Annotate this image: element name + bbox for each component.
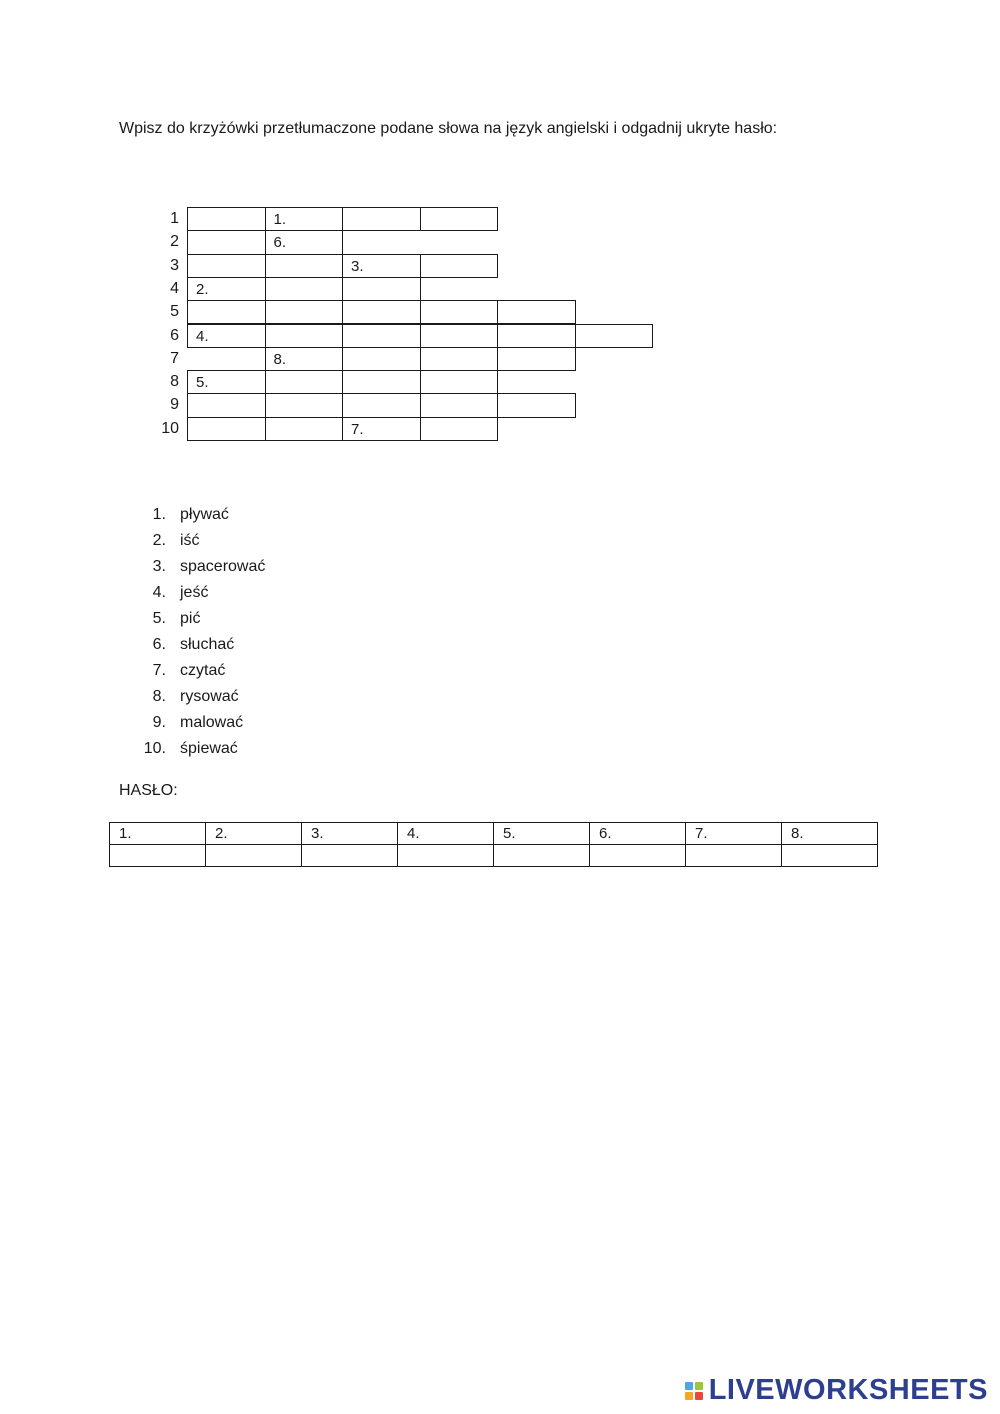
cell-marker: 5. xyxy=(196,374,209,392)
clue-item xyxy=(140,554,265,580)
row-number: 5 xyxy=(170,303,179,321)
crossword-cell[interactable] xyxy=(265,254,344,278)
crossword-cell[interactable] xyxy=(187,300,266,324)
crossword-cell[interactable] xyxy=(342,277,421,301)
crossword-cell[interactable] xyxy=(342,300,421,324)
clue-word: słuchać xyxy=(180,636,235,653)
logo-text: LIVEWORKSHEETS xyxy=(708,1374,988,1406)
haslo-answer-cell[interactable] xyxy=(398,845,494,867)
crossword-cell[interactable] xyxy=(497,393,576,417)
cell-marker: 3. xyxy=(351,257,364,275)
haslo-answer-cell[interactable] xyxy=(302,845,398,867)
crossword-grid xyxy=(0,0,1000,460)
clue-item xyxy=(140,606,265,632)
clue-item xyxy=(140,710,265,736)
clue-word: iść xyxy=(180,532,200,549)
cell-marker: 6. xyxy=(273,234,287,252)
clue-item xyxy=(140,736,265,762)
crossword-cell[interactable] xyxy=(420,347,499,371)
row-number: 2 xyxy=(170,233,179,251)
clue-word: pić xyxy=(180,610,201,627)
haslo-header-cell: 2. xyxy=(206,823,302,845)
crossword-cell[interactable] xyxy=(420,393,499,417)
haslo-answer-cell[interactable] xyxy=(590,845,686,867)
haslo-label: HASŁO: xyxy=(119,782,178,799)
row-number: 9 xyxy=(170,396,179,414)
crossword-cell[interactable] xyxy=(187,207,266,231)
crossword-cell[interactable] xyxy=(420,417,499,441)
logo-square xyxy=(695,1382,703,1390)
crossword-cell[interactable] xyxy=(342,324,421,348)
crossword-cell[interactable] xyxy=(265,417,344,441)
crossword-cell[interactable] xyxy=(420,254,499,278)
clue-item xyxy=(140,528,265,554)
crossword-cell[interactable] xyxy=(342,347,421,371)
clue-number: 1. xyxy=(152,506,166,523)
cell-marker: 8. xyxy=(273,350,287,368)
crossword-cell[interactable] xyxy=(265,230,344,254)
haslo-answer-cell[interactable] xyxy=(110,845,206,867)
crossword-cell[interactable] xyxy=(265,370,344,394)
logo-square xyxy=(685,1392,693,1400)
crossword-cell[interactable] xyxy=(342,207,421,231)
crossword-cell[interactable] xyxy=(420,207,499,231)
clue-number: 9. xyxy=(152,714,166,731)
crossword-cell[interactable] xyxy=(420,324,499,348)
row-number: 6 xyxy=(170,326,179,344)
crossword-cell[interactable] xyxy=(342,393,421,417)
crossword-cell[interactable] xyxy=(265,207,344,231)
liveworksheets-logo xyxy=(685,1374,988,1407)
crossword-cell[interactable] xyxy=(497,300,576,324)
crossword-cell[interactable] xyxy=(265,347,344,371)
clue-number: 4. xyxy=(152,584,166,601)
logo-square xyxy=(695,1392,703,1400)
clue-number: 5. xyxy=(152,610,166,627)
crossword-cell[interactable] xyxy=(187,230,266,254)
crossword-cell[interactable] xyxy=(265,300,344,324)
clue-word: czytać xyxy=(180,662,226,679)
clue-item xyxy=(140,580,265,606)
crossword-cell[interactable] xyxy=(187,417,266,441)
haslo-answer-cell[interactable] xyxy=(206,845,302,867)
haslo-header-cell: 8. xyxy=(782,823,878,845)
cell-marker: 7. xyxy=(351,420,364,438)
crossword-cell[interactable] xyxy=(497,347,576,371)
haslo-header-cell: 3. xyxy=(302,823,398,845)
crossword-cell[interactable] xyxy=(187,370,266,394)
crossword-cell[interactable] xyxy=(575,324,654,348)
haslo-answer-cell[interactable] xyxy=(782,845,878,867)
crossword-cell[interactable] xyxy=(420,300,499,324)
haslo-header-cell: 4. xyxy=(398,823,494,845)
row-number: 8 xyxy=(170,373,179,391)
clue-number: 6. xyxy=(152,636,166,653)
clue-word: śpiewać xyxy=(180,740,238,757)
row-number: 3 xyxy=(170,256,179,274)
crossword-cell[interactable] xyxy=(187,254,266,278)
crossword-cell[interactable] xyxy=(187,324,266,348)
clue-number: 8. xyxy=(152,688,166,705)
row-number: 1 xyxy=(170,210,179,227)
crossword-cell[interactable] xyxy=(187,277,266,301)
row-number: 10 xyxy=(161,419,179,437)
clue-item xyxy=(140,502,265,528)
clue-number: 7. xyxy=(152,662,166,679)
clue-list xyxy=(140,502,265,762)
liveworksheets-logo-mark xyxy=(685,1382,703,1400)
crossword-cell[interactable] xyxy=(420,370,499,394)
haslo-answer-cell[interactable] xyxy=(686,845,782,867)
row-number: 4 xyxy=(170,279,179,297)
haslo-answer-cell[interactable] xyxy=(494,845,590,867)
haslo-header-cell: 7. xyxy=(686,823,782,845)
clue-word: malować xyxy=(180,714,244,731)
crossword-cell[interactable] xyxy=(265,324,344,348)
crossword-cell[interactable] xyxy=(265,393,344,417)
crossword-cell[interactable] xyxy=(342,370,421,394)
cell-marker: 4. xyxy=(196,327,209,345)
haslo-header-cell: 1. xyxy=(110,823,206,845)
clue-word: jeść xyxy=(180,584,209,601)
clue-item xyxy=(140,658,265,684)
clue-item xyxy=(140,632,265,658)
haslo-header-cell: 5. xyxy=(494,823,590,845)
crossword-cell[interactable] xyxy=(187,393,266,417)
clue-item xyxy=(140,684,265,710)
row-number: 7 xyxy=(170,349,179,367)
haslo-answer-row xyxy=(110,845,878,867)
haslo-header-cell: 6. xyxy=(590,823,686,845)
clue-word: spacerować xyxy=(180,558,266,575)
cell-marker: 1. xyxy=(273,211,287,228)
cell-marker: 2. xyxy=(196,280,209,298)
logo-square xyxy=(685,1382,693,1390)
clue-word: rysować xyxy=(180,688,239,705)
clue-number: 10. xyxy=(143,740,166,757)
clue-number: 2. xyxy=(152,532,166,549)
crossword-cell[interactable] xyxy=(265,277,344,301)
haslo-table xyxy=(109,822,878,867)
crossword-cell[interactable] xyxy=(342,417,421,441)
instruction-text: Wpisz do krzyżówki przetłumaczone podane słowa na język angielski i odgadnij ukryte hasło: xyxy=(119,120,778,137)
clue-word: pływać xyxy=(180,506,229,523)
clue-number: 3. xyxy=(152,558,166,575)
haslo-header-row xyxy=(110,823,878,845)
crossword-cell[interactable] xyxy=(342,254,421,278)
crossword-cell[interactable] xyxy=(497,324,576,348)
